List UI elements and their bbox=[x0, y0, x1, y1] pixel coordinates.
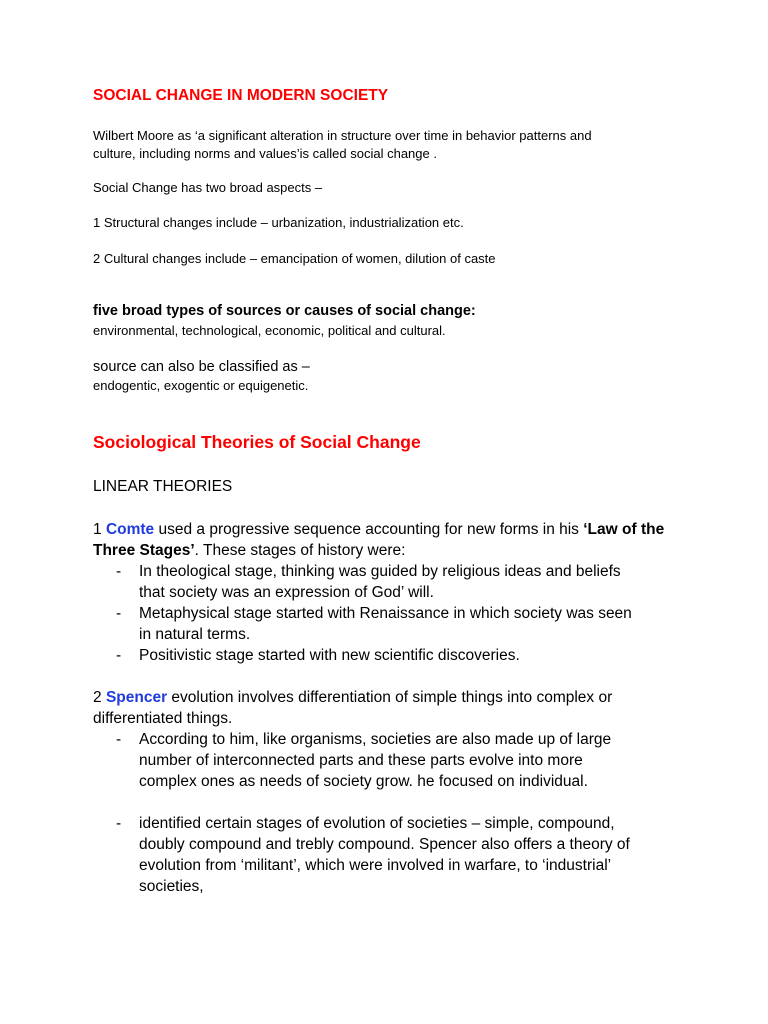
comte-bullet-1-line-1: In theological stage, thinking was guided by religious ideas and beliefs bbox=[139, 563, 621, 580]
spencer-name: Spencer bbox=[105, 689, 168, 706]
comte-bullet-3-dash: - bbox=[116, 647, 122, 664]
sources-list: environmental, technological, economic, political and cultural. bbox=[93, 323, 446, 338]
comte-bullet-1-line-2: that society was an expression of God’ will. bbox=[139, 584, 434, 601]
spencer-line-1 bbox=[93, 687, 612, 708]
comte-name: Comte bbox=[105, 521, 155, 538]
comte-law: ‘Law of the Three Stages’ bbox=[93, 521, 665, 559]
definition-line-2: culture, including norms and values’is called social change . bbox=[93, 146, 437, 161]
linear-theories-heading: LINEAR THEORIES bbox=[93, 478, 233, 495]
theories-heading: Sociological Theories of Social Change bbox=[93, 432, 421, 452]
comte-number: 1 bbox=[93, 521, 106, 538]
spencer-bullet-1-line-2: number of interconnected parts and these parts evolve into more bbox=[139, 752, 583, 769]
comte-bullet-3-line-1: Positivistic stage started with new scientific discoveries. bbox=[139, 647, 520, 664]
spencer-number: 2 bbox=[93, 689, 106, 706]
classified-intro: source can also be classified as – bbox=[93, 359, 310, 375]
spencer-bullet-1-dash: - bbox=[116, 731, 122, 748]
comte-bullet-2-line-1: Metaphysical stage started with Renaissance in which society was seen bbox=[139, 605, 632, 622]
comte-text-1: used a progressive sequence accounting for new forms in his bbox=[154, 521, 584, 538]
comte-paragraph bbox=[93, 519, 683, 561]
spencer-bullet-2-line-4: societies, bbox=[139, 878, 204, 895]
classified-list: endogentic, exogentic or equigenetic. bbox=[93, 378, 309, 393]
aspect-cultural: 2 Cultural changes include – emancipation of women, dilution of caste bbox=[93, 251, 496, 266]
comte-bullet-1-dash: - bbox=[116, 563, 122, 580]
spencer-bullet-2-line-3: evolution from ‘militant’, which were involved in warfare, to ‘industrial’ bbox=[139, 857, 612, 874]
spencer-text-1: evolution involves differentiation of simple things into complex or bbox=[167, 689, 613, 706]
spencer-bullet-2-dash: - bbox=[116, 815, 122, 832]
spencer-bullet-1-line-3: complex ones as needs of society grow. he focused on individual. bbox=[139, 773, 588, 790]
spencer-bullet-1-line-1: According to him, like organisms, societies are also made up of large bbox=[139, 731, 612, 748]
sources-heading: five broad types of sources or causes of social change: bbox=[93, 303, 476, 319]
spencer-bullet-2-line-1: identified certain stages of evolution of societies – simple, compound, bbox=[139, 815, 615, 832]
comte-text-2: . These stages of history were: bbox=[194, 542, 406, 559]
definition-line-1: Wilbert Moore as ‘a significant alteration in structure over time in behavior patterns and bbox=[93, 128, 592, 143]
spencer-line-2: differentiated things. bbox=[93, 710, 233, 727]
aspect-structural: 1 Structural changes include – urbanization, industrialization etc. bbox=[93, 215, 464, 230]
spencer-bullet-2-line-2: doubly compound and trebly compound. Spencer also offers a theory of bbox=[139, 836, 630, 853]
aspects-intro: Social Change has two broad aspects – bbox=[93, 180, 323, 195]
comte-bullet-2-line-2: in natural terms. bbox=[139, 626, 251, 643]
document-title: SOCIAL CHANGE IN MODERN SOCIETY bbox=[93, 87, 389, 104]
comte-bullet-2-dash: - bbox=[116, 605, 122, 622]
